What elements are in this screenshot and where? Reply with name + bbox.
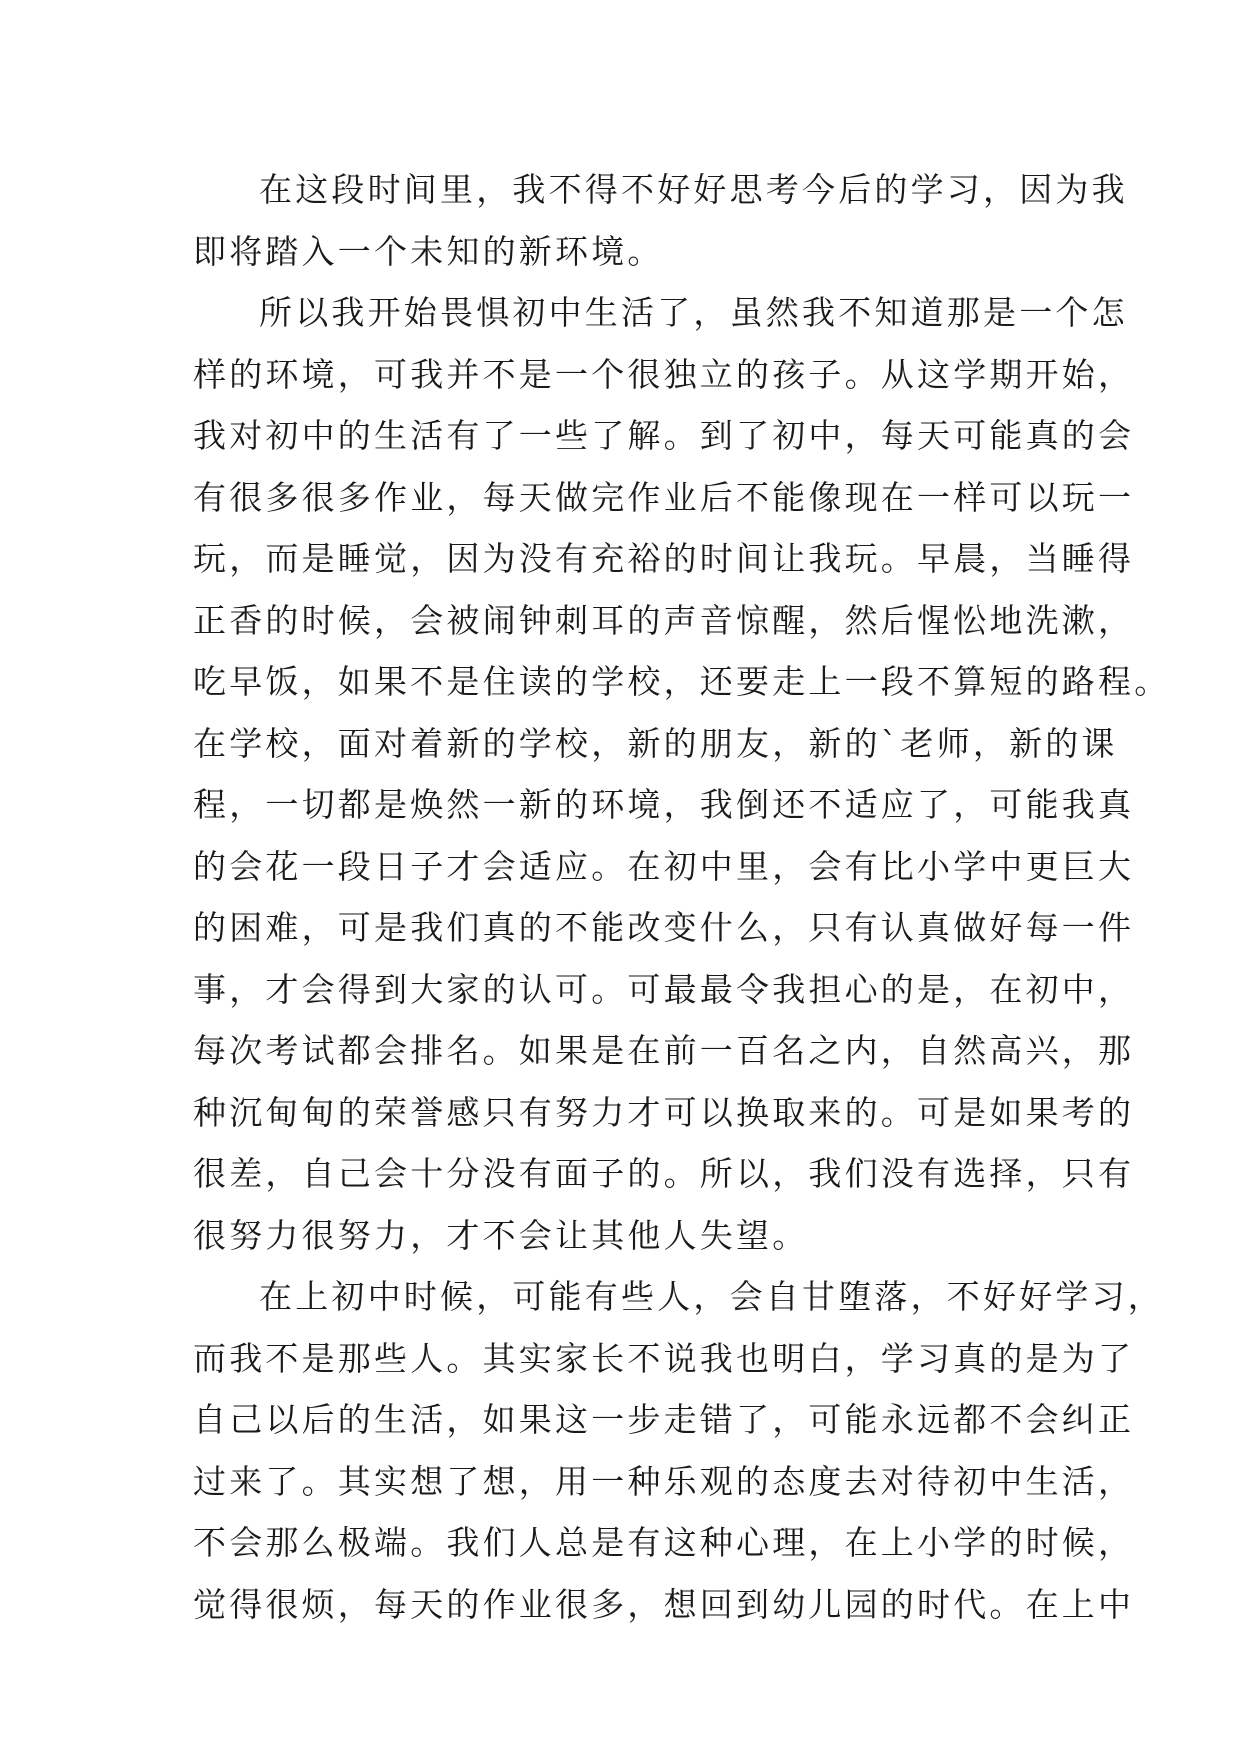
text-line: 的困难，可是我们真的不能改变什么，只有认真做好每一件 <box>193 908 1135 947</box>
text-line: 种沉甸甸的荣誉感只有努力才可以换取来的。可是如果考的 <box>193 1092 1135 1132</box>
text-line: 样的环境，可我并不是一个很独立的孩子。从这学期开始， <box>193 354 1135 394</box>
text-line: 吃早饭，如果不是住读的学校，还要走上一段不算短的路程。 <box>193 662 1171 701</box>
text-line: 正香的时候，会被闹钟刺耳的声音惊醒，然后惺忪地洗漱， <box>193 600 1135 640</box>
text-line: 事，才会得到大家的认可。可最最令我担心的是，在初中， <box>193 969 1135 1009</box>
text-line: 过来了。其实想了想，用一种乐观的态度去对待初中生活， <box>193 1461 1135 1501</box>
text-line: 很差，自己会十分没有面子的。所以，我们没有选择，只有 <box>193 1154 1135 1193</box>
text-line: 在这段时间里，我不得不好好思考今后的学习，因为我 <box>259 170 1128 209</box>
text-line: 很努力很努力，才不会让其他人失望。 <box>193 1215 809 1255</box>
text-line: 而我不是那些人。其实家长不说我也明白，学习真的是为了 <box>193 1338 1135 1378</box>
text-line: 觉得很烦，每天的作业很多，想回到幼儿园的时代。在上中 <box>193 1584 1135 1624</box>
text-line: 有很多很多作业，每天做完作业后不能像现在一样可以玩一 <box>193 477 1135 517</box>
text-line: 即将踏入一个未知的新环境。 <box>193 231 664 271</box>
text-line: 自己以后的生活，如果这一步走错了，可能永远都不会纠正 <box>193 1400 1135 1439</box>
text-line: 玩，而是睡觉，因为没有充裕的时间让我玩。早晨，当睡得 <box>193 539 1135 578</box>
text-line: 程，一切都是焕然一新的环境，我倒还不适应了，可能我真 <box>193 785 1135 824</box>
document-body <box>193 159 1171 1635</box>
text-line: 所以我开始畏惧初中生活了，虽然我不知道那是一个怎 <box>259 293 1128 332</box>
text-line: 每次考试都会排名。如果是在前一百名之内，自然高兴，那 <box>193 1031 1135 1070</box>
text-line: 在上初中时候，可能有些人，会自甘堕落，不好好学习， <box>259 1277 1164 1316</box>
text-line: 的会花一段日子才会适应。在初中里，会有比小学中更巨大 <box>193 846 1135 886</box>
text-line: 在学校，面对着新的学校，新的朋友，新的`老师，新的课 <box>193 723 1118 763</box>
text-line: 不会那么极端。我们人总是有这种心理，在上小学的时候， <box>193 1523 1135 1562</box>
text-line: 我对初中的生活有了一些了解。到了初中，每天可能真的会 <box>193 416 1135 455</box>
